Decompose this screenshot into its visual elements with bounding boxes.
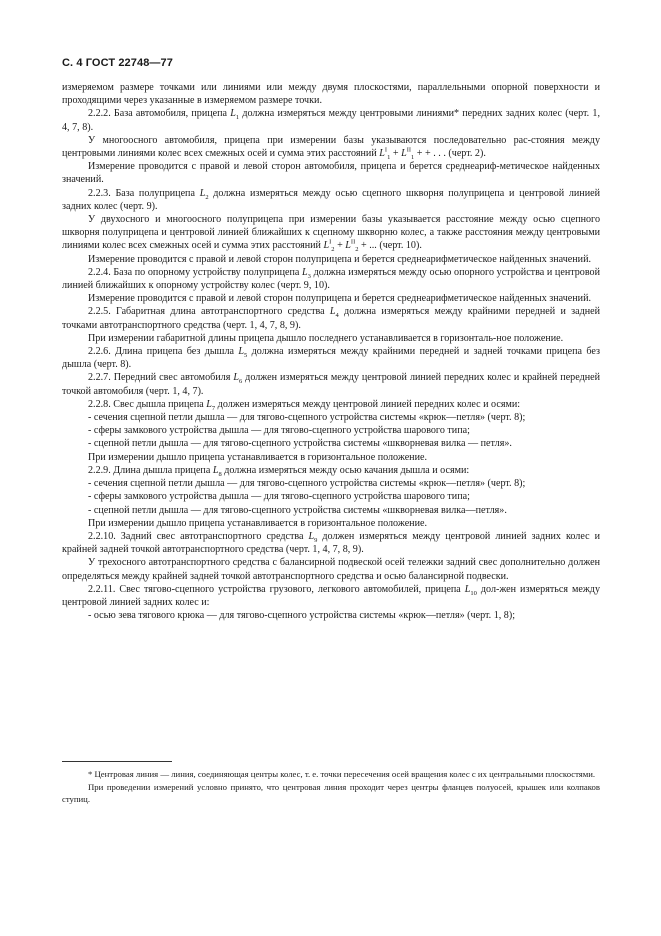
- text-run: 2.2.10. Задний свес автотранспортного средства: [88, 530, 309, 542]
- math-symbol: $L_7$: [206, 398, 216, 412]
- paragraph-p20: [62, 490, 600, 503]
- text-run: 2.2.3. База полуприцепа: [88, 187, 200, 199]
- text-run: + ... (черт. 10).: [358, 240, 422, 252]
- text-run: должна измеряться между осью сцепного шкворня полуприцепа и центровой линией задних колес (черт. 9).: [62, 187, 600, 212]
- paragraph-p19: [62, 477, 600, 490]
- text-run: - сферы замкового устройства дышла — для тягово-сцепного устройства шарового типа;: [88, 425, 470, 437]
- paragraph-p1: [62, 107, 600, 133]
- text-run: При измерении дышло прицепа устанавливается в горизонтальное положение.: [88, 451, 427, 463]
- text-run: должна измеряться между крайними передней и задней точками автотранспортного средства (черт. 1, 4, 7, 8, 9).: [62, 306, 601, 331]
- text-run: Измерение проводится с правой и левой сторон полуприцепа и берется среднеарифметическое найденных значений.: [88, 293, 592, 305]
- text-run: должен измеряться между центровой линией задних колес и крайней задней точкой автотранспортного средства (черт. 1, 4, 7, 8, 9).: [62, 530, 600, 556]
- text-run: должна измеряться между осью опорного устройства и центровой линией ближайших к опорному устройству колес (черт. 9, 10).: [62, 266, 600, 292]
- paragraph-p8: [62, 292, 600, 305]
- paragraph-p9: [62, 305, 600, 331]
- text-run: - осью зева тягового крюка — для тягово-сцепного устройства системы «крюк—петля» (черт. 1, 8);: [88, 610, 516, 622]
- paragraph-p7: [62, 266, 600, 292]
- math-symbol: $L_4$: [329, 306, 339, 320]
- math-symbol: $L_{10}$: [464, 583, 477, 597]
- text-run: У трехосного автотранспортного средства с балансирной подвеской осей тележки задний свес дополнительно должен определяться между крайней задней точкой автотранспортного средства и осью балансирной подвески.: [62, 557, 600, 582]
- math-symbol: $L_8$: [212, 464, 222, 478]
- text-run: 2.2.5. Габаритная длина автотранспортного средства: [88, 306, 330, 318]
- math-symbol: $L^{II}_2$: [345, 239, 359, 254]
- text-run: При измерении дышло прицепа устанавливается в горизонтальное положение.: [88, 517, 427, 529]
- text-run: Измерение проводится с правой и левой сторон автомобиля, прицепа и берется среднеариф-метическое найденных значений.: [62, 161, 600, 186]
- text-run: + + . . . (черт. 2).: [414, 148, 486, 160]
- text-run: - сечения сцепной петли дышла — для тягово-сцепного устройства системы «крюк—петля» (черт. 8);: [88, 478, 526, 490]
- paragraph-p25: [62, 583, 600, 609]
- text-run: 2.2.9. Длина дышла прицепа: [88, 464, 213, 476]
- paragraph-p17: [62, 451, 600, 464]
- text-run: - сцепной петли дышла — для тягово-сцепного устройства системы «шкворневая вилка — петля».: [88, 438, 512, 450]
- paragraph-p13: [62, 398, 600, 411]
- text-run: +: [390, 148, 402, 160]
- footnotes: [62, 768, 600, 806]
- math-symbol: $L_2$: [199, 187, 209, 201]
- paragraph-p24: [62, 556, 600, 582]
- math-symbol: $L^I_1$: [379, 146, 391, 162]
- paragraph-p21: [62, 504, 600, 517]
- math-symbol: $L_5$: [238, 346, 248, 360]
- paragraph-p12: [62, 371, 600, 397]
- text-run: Измерение проводится с правой и левой сторон полуприцепа и берется среднеарифметическое найденных значений.: [88, 253, 592, 265]
- paragraph-p26: [62, 609, 600, 622]
- paragraph-p2: [62, 134, 600, 160]
- text-run: У многоосного автомобиля, прицепа при измерении базы указываются последовательно рас-стояния между центровыми линиями колес всех смежных осей и сумма этих расстояний: [62, 134, 600, 160]
- math-symbol: $L_3$: [302, 266, 311, 280]
- text-run: должна измеряться между крайними передней и задней точками прицепа без дышла (черт. 8).: [62, 346, 600, 371]
- math-symbol: $L^{II}_1$: [401, 146, 415, 162]
- text-run: 2.2.11. Свес тягово-сцепного устройства грузового, легкового автомобилей, прицепа: [88, 583, 465, 595]
- paragraph-p5: [62, 213, 600, 253]
- text-run: - сферы замкового устройства дышла — для тягово-сцепного устройства шарового типа;: [88, 491, 470, 503]
- text-run: - сечения сцепной петли дышла — для тягово-сцепного устройства системы «крюк—петля» (черт. 8);: [88, 412, 526, 424]
- paragraph-p22: [62, 517, 600, 530]
- paragraph-p11: [62, 345, 600, 371]
- math-symbol: $L_1$: [230, 108, 240, 122]
- text-run: 2.2.4. База по опорному устройству полуприцепа: [88, 266, 303, 278]
- paragraph-p6: [62, 253, 600, 266]
- math-symbol: $L_9$: [308, 530, 318, 544]
- paragraph-p14: [62, 411, 600, 424]
- text-run: У двухосного и многоосного полуприцепа при измерении базы указывается расстояние между осью сцепного шкворня полуприцепа и центровой линией ближайших к сцепному шкворню колес, а также расстояния между центровыми линиями колес всех смежных осей и сумма этих расстояний: [62, 214, 600, 252]
- paragraph-p18: [62, 464, 600, 477]
- text-run: должна измеряться между центровыми линиями* передних задних колес (черт. 1, 4, 7, 8).: [62, 108, 600, 133]
- paragraph-p4: [62, 187, 600, 213]
- text-run: 2.2.8. Свес дышла прицепа: [88, 398, 207, 410]
- footnote-1: * Центровая линия — линия, соединяющая центры колес, т. е. точки пересечения осей вращения колес с их центральными плоскостями.: [88, 769, 596, 779]
- text-run: При измерении габаритной длины прицепа дышло последнего устанавливается в горизонталь-ное положение.: [88, 332, 564, 344]
- text-run: 2.2.7. Передний свес автомобиля: [88, 372, 234, 384]
- math-symbol: $L^I_2$: [323, 239, 335, 254]
- footnote-2: При проведении измерений условно принято, что центровая линия проходит через центры фланцев полуосей, крышек или колпаков ступиц.: [62, 781, 600, 805]
- paragraph-p10: [62, 332, 600, 345]
- math-symbol: $L_6$: [233, 372, 243, 386]
- text-run: должен измеряться между центровой линией передних колес и крайней передней точкой автомобиля (черт. 1, 4, 7).: [62, 372, 600, 397]
- paragraph-p23: [62, 530, 600, 556]
- text-run: +: [334, 240, 346, 252]
- paragraph-p16: [62, 437, 600, 450]
- text-run: дол-жен измеряться между центровой линией задних колес и:: [62, 583, 600, 608]
- text-run: должна измеряться между осью качания дышла и осями:: [221, 464, 470, 476]
- text-run: должен измеряться между центровой линией передних колес и осями:: [215, 398, 521, 410]
- body-text: [62, 81, 600, 622]
- paragraph-p0: измеряемом размере точками или линиями или между двумя плоскостями, параллельными опорной поверхности и проходящими через указанные в измеряемом размере точки.: [62, 82, 600, 107]
- paragraph-p3: [62, 160, 600, 186]
- page-header: С. 4 ГОСТ 22748—77: [62, 57, 173, 69]
- footnote-divider: [62, 761, 172, 762]
- text-run: 2.2.6. Длина прицепа без дышла: [88, 346, 239, 358]
- text-run: 2.2.2. База автомобиля, прицепа: [88, 108, 231, 120]
- paragraph-p15: [62, 424, 600, 437]
- text-run: - сцепной петли дышла — для тягово-сцепного устройства системы «шкворневая вилка—петля».: [88, 504, 507, 516]
